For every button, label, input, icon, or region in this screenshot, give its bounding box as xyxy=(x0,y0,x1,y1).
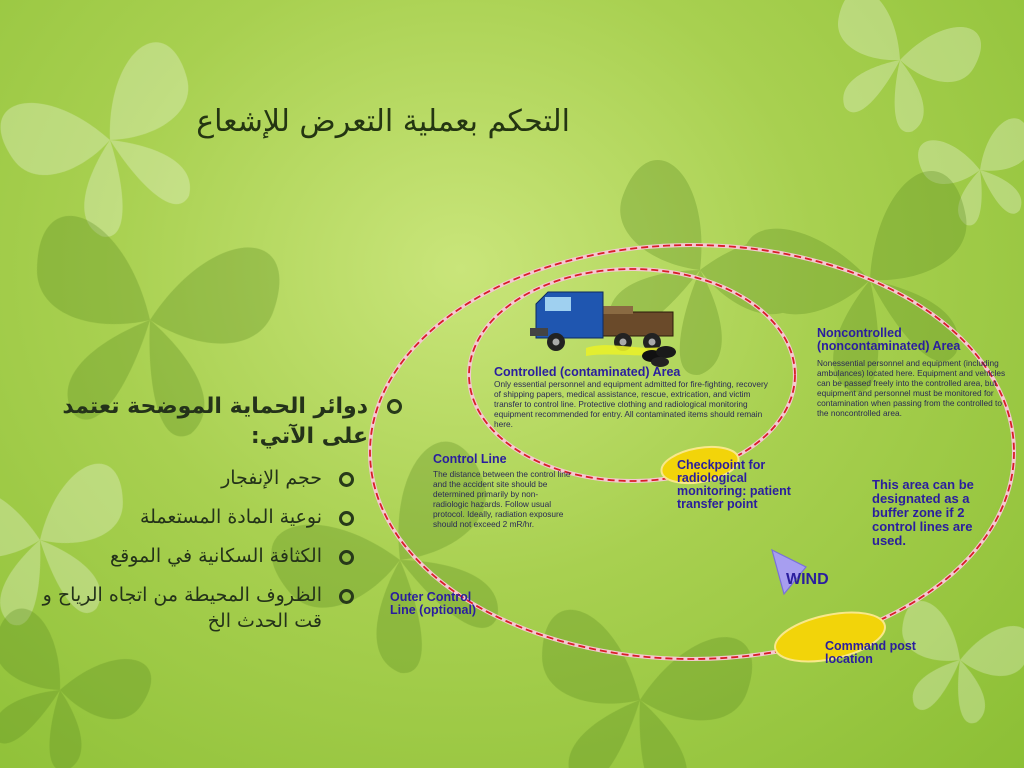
noncontrolled-area-title: Noncontrolled (noncontaminated) Area xyxy=(817,326,961,353)
controlled-area-description: Only essential personnel and equipment admitted for fire-fighting, recovery of shipping papers, medical assistance, rescue, extrication, and victim transfer to control line. Protective clothing and radiological monitoring equipment recommended for entry. All contaminated items should remain here. xyxy=(494,379,768,429)
sub-bullet-text: الظروف المحيطة من اتجاه الرياح و قت الحدث الخ xyxy=(42,584,322,632)
controlled-area-title: Controlled (contaminated) Area xyxy=(494,365,681,379)
buffer-zone-label: This area can be designated as a buffer zone if 2 control lines are used. xyxy=(872,477,974,548)
sub-bullet-text: الكثافة السكانية في الموقع xyxy=(110,545,322,567)
control-line-title: Control Line xyxy=(433,452,507,466)
slide-title: التحكم بعملية التعرض للإشعاع xyxy=(196,104,570,139)
sub-bullet-text: حجم الإنفجار xyxy=(221,467,322,489)
outer-control-line-label: Outer Control Line (optional) xyxy=(390,590,477,617)
wind-label: WIND xyxy=(786,571,829,588)
command-post-label: Command post location xyxy=(825,639,916,666)
truck-icon xyxy=(530,292,676,367)
sub-bullet-text: نوعية المادة المستعملة xyxy=(139,506,322,528)
control-line-description: The distance between the control line and the accident site should be determined primarily by non-radiologic hazards. Follow usual protocol. Ideally, radiation exposure should not exceed 2 mR/hr. xyxy=(433,469,571,529)
noncontrolled-area-description: Nonessential personnel and equipment (including ambulances) located here. Equipment and vehicles can be passed freely into the controlled area, but equipment and personnel must be monitored for contamination when passing from the controlled to the noncontrolled area. xyxy=(817,358,1006,418)
checkpoint-label: Checkpoint for radiological monitoring: patient transfer point xyxy=(677,458,791,511)
main-bullet-text: دوائر الحماية الموضحة تعتمد على الآتي: xyxy=(62,394,368,449)
